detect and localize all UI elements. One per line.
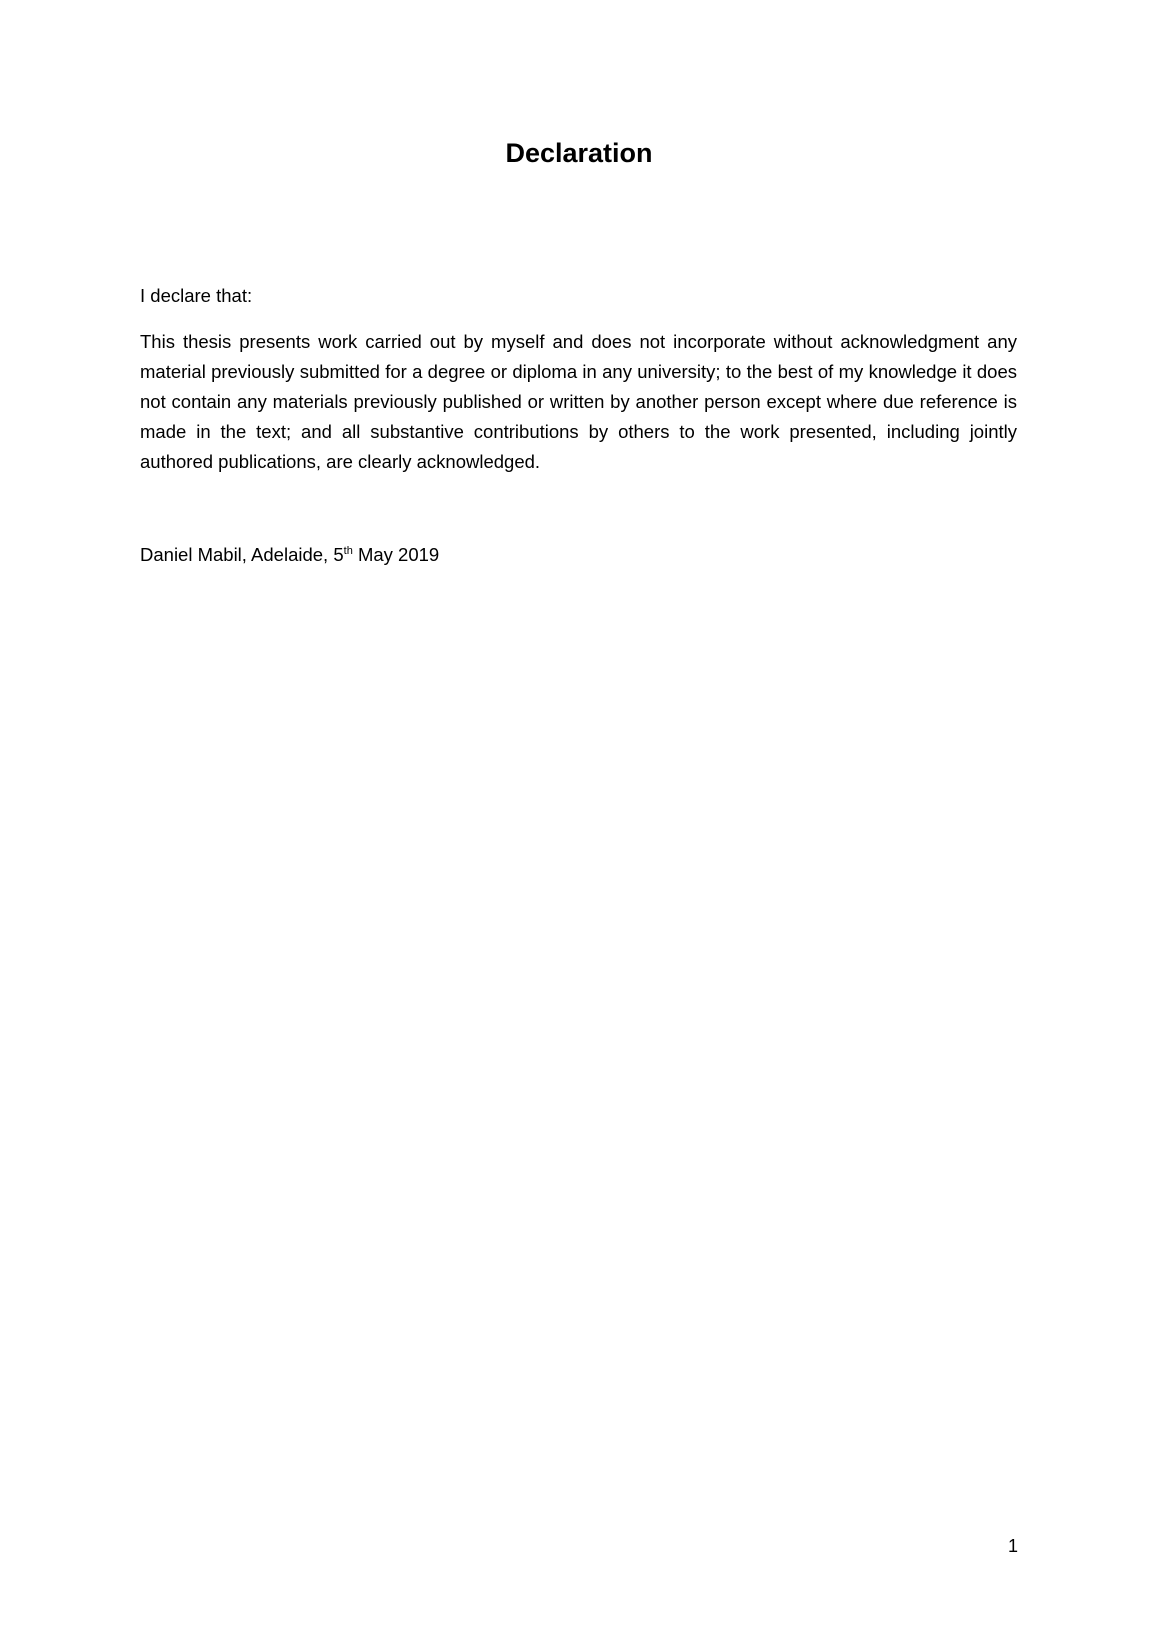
signature-suffix: May 2019 (352, 544, 440, 565)
page-title: Declaration (505, 138, 653, 168)
signature-line (140, 540, 1017, 570)
signature-prefix: Daniel Mabil, Adelaide, 5 (140, 544, 344, 565)
signature-ordinal-suffix: th (343, 545, 353, 557)
declaration-paragraph: This thesis presents work carried out by myself and does not incorporate without acknowledgment any material previously submitted for a degree or diploma in any university; to the best of my knowledge it does not contain any materials previously published or written by another person except where due reference is made in the text; and all substantive contributions by others to the work presented, including jointly authored publications, are clearly acknowledged. (140, 331, 1017, 472)
intro-text: I declare that: (140, 285, 253, 306)
page-number: 1 (1007, 1536, 1018, 1556)
